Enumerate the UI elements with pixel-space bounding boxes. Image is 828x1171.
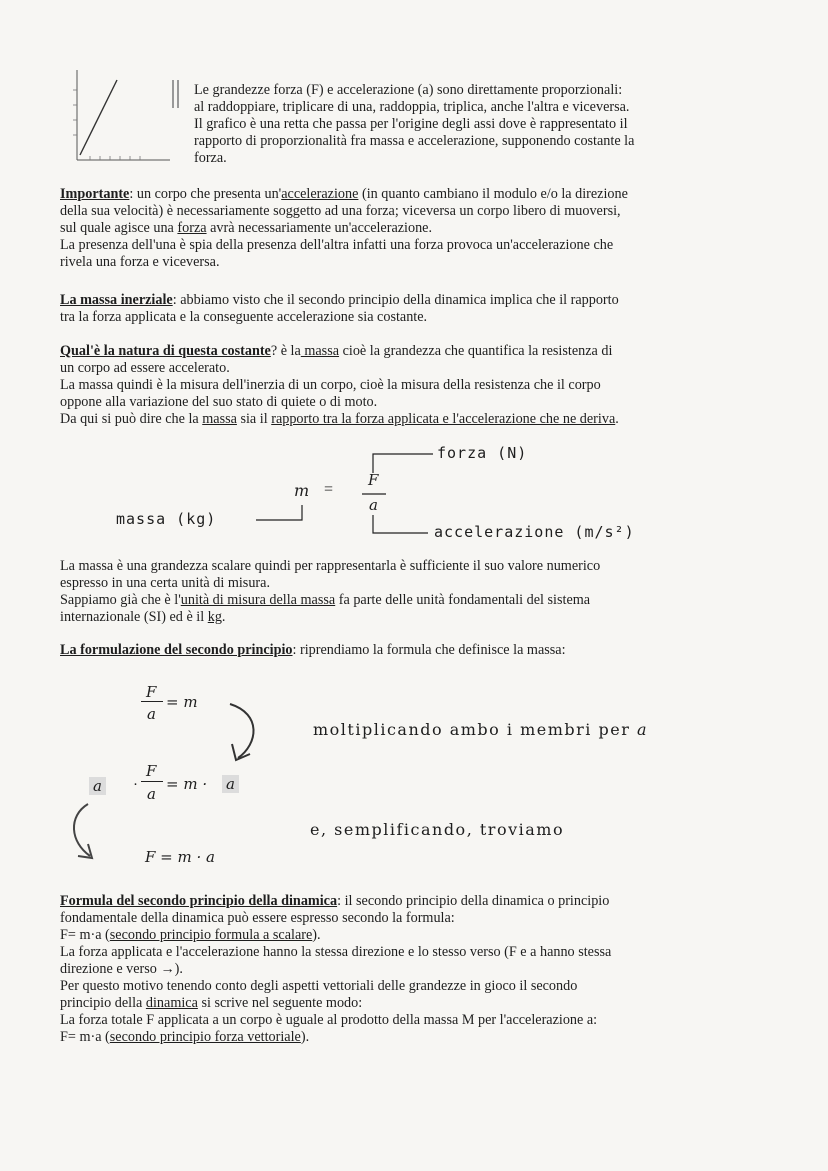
curved-arrow-left-icon bbox=[64, 800, 114, 865]
m-symbol: m bbox=[294, 481, 310, 500]
natura-paragraph: Qual'è la natura di questa costante? è la massa cioè la grandezza che quantifica la resistenza di un corpo ad essere accelerato. La massa quindi è la misura dell'inerzia di un corpo, cioè la misura della resistenza che il corpo oppone alla variazione del suo stato di quiete o di moto. Da qui si può dire che la massa sia il rapporto tra la forza applicata e l'accelerazione che ne deriva. bbox=[60, 343, 619, 427]
forza-label: forza (N) bbox=[437, 444, 528, 462]
massa-label: massa (kg) bbox=[116, 510, 217, 528]
graph-caption: Le grandezze forza (F) e accelerazione (a) sono direttamente proporzionali: al raddoppiare, triplicare di una, raddoppia, triplica, anche l'altra e viceversa. Il grafico è una retta che passa per l'origine degli assi dove è rappresentato il rapporto di proporzionalità fra massa e accelerazione, supponendo costante la forza. bbox=[194, 82, 635, 166]
a-symbol: a bbox=[369, 496, 378, 514]
scalare-paragraph: La massa è una grandezza scalare quindi per rappresentarla è sufficiente il suo valore numerico espresso in una certa unità di misura. Sappiamo già che è l'unità di misura della massa fa parte delle unità fondamentali del sistema internazionale (SI) ed è il kg. bbox=[60, 558, 601, 625]
formulazione-heading-line: La formulazione del secondo principio: riprendiamo la formula che definisce la massa: bbox=[60, 642, 566, 658]
curved-arrow-down-icon bbox=[222, 700, 267, 770]
formula-paragraph: Formula del secondo principio della dinamica: il secondo principio della dinamica o principio fondamentale della dinamica può essere espresso secondo la formula: F= m·a (secondo principio formula a scalare). La forza applicata e l'accelerazione hanno la stessa direzione e lo stesso verso (F e a hanno stessa direzione e verso →). Per questo motivo tenendo conto degli aspetti vettoriali delle grandezze in gioco il secondo principio della dinamica si scrive nel seguente modo: La forza totale F applicata a un corpo è uguale al prodotto della massa M per l'accelerazione a: F= m·a (secondo principio forza vettoriale). bbox=[60, 893, 612, 1045]
diagram-connectors bbox=[250, 445, 450, 545]
step1-note: moltiplicando ambo i membri per a bbox=[313, 720, 648, 739]
proportionality-graph bbox=[60, 60, 185, 170]
step2-note: e, semplificando, troviamo bbox=[310, 820, 565, 839]
equals-sign: = bbox=[324, 481, 334, 498]
importante-paragraph: Importante: un corpo che presenta un'accelerazione (in quanto cambiano il modulo e/o la direzione della sua velocità) è necessariamente soggetto ad una forza; viceversa un corpo libero di muoversi, sul quale agisce una forza avrà necessariamente un'accelerazione. La presenza dell'una è spia della presenza dell'altra infatti una forza provoca un'accelerazione che rivela una forza e viceversa. bbox=[60, 186, 628, 270]
acc-label: accelerazione (m/s²) bbox=[434, 523, 635, 541]
massa-inerziale-paragraph: La massa inerziale: abbiamo visto che il secondo principio della dinamica implica che il rapporto tra la forza applicata e la conseguente accelerazione sia costante. bbox=[60, 292, 619, 325]
f-symbol: F bbox=[368, 471, 379, 489]
document-page: Le grandezze forza (F) e accelerazione (a) sono direttamente proporzionali: al raddoppiare, triplicare di una, raddoppia, triplica, anche l'altra e viceversa. Il grafico è una retta che passa per l'origine degli assi dove è rappresentato il rapporto di proporzionalità fra massa e accelerazione, supponendo costante la forza. Importante: un corpo che presenta un'accelerazione (in quanto cambiano il modulo e/o la direzione della sua velocità) è necessariamente soggetto ad una forza; viceversa un corpo libero di muoversi, sul quale agisce una forza avrà necessariamente un'accelerazione. La presenza dell'una è spia della presenza dell'altra infatti una forza provoca un'accelerazione che rivela una forza e viceversa. La massa inerziale: abbiamo visto che il secondo principio della dinamica implica che il rapporto tra la forza applicata e la conseguente accelerazione sia costante. Qual'è la natura di questa costante? è la massa cioè la grandezza che quantifica la resistenza di un corpo ad essere accelerato. La massa quindi è la misura dell'inerzia di un corpo, cioè la misura della resistenza che il corpo oppone alla variazione del suo stato di quiete o di moto. Da qui si può dire che la massa sia il rapporto tra la forza applicata e l'accelerazione che ne deriva. forza (N) m = F a massa (kg) accelerazione (m/s²) La massa è una grandezza scalare quindi per rappresentarla è sufficiente il suo valore numerico espresso in una certa unità di misura. Sappiamo già che è l'unità di misura della massa fa parte delle unità fondamentali del sistema internazionale (SI) ed è il kg. La formulazione del secondo principio: riprendiamo la formula che definisce la massa: F a = m moltiplicando ambo i membri per a a · F a = m · a e, semplificando, troviamo F = m · a Formula del secondo principio della dinamica: il secondo principio della dinamica o principio fondamentale della dinamica può essere espresso secondo la formula: F= m·a (secondo principio formula a scalare). La forza applicata e l'accelerazione hanno la stessa direzione e lo stesso verso (F e a hanno stessa direzione e verso →). Per questo motivo tenendo conto degli aspetti vettoriali delle grandezze in gioco il secondo principio della dinamica si scrive nel seguente modo: La forza totale F applicata a un corpo è uguale al prodotto della massa M per l'accelerazione a: F= m·a (secondo principio forza vettoriale). bbox=[0, 0, 828, 1171]
